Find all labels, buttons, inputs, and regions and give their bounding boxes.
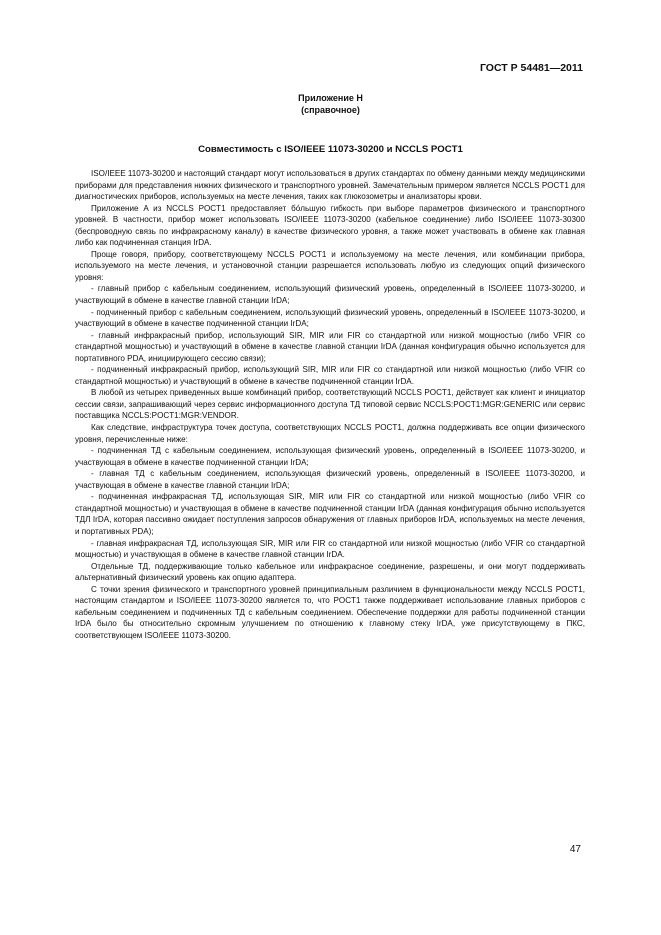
annex-heading — [0, 92, 661, 116]
list-item: - подчиненный прибор с кабельным соединением, использующий физический уровень, определенный в ISO/IEEE 11073-30200, и участвующий в обмене в качестве подчиненной станции IrDA; — [75, 307, 585, 329]
annex-title: Приложение Н — [298, 93, 363, 103]
list-item: - подчиненный инфракрасный прибор, использующий SIR, MIR или FIR со стандартной или низкой мощностью (либо VFIR со стандартной мощностью) и участвующий в обмене в качестве подчиненной станции IrDA. — [75, 365, 585, 386]
paragraph: Проще говоря, прибору, соответствующему NCCLS POCT1 и используемому на месте лечения, или комбинации прибора, используемого на месте лечения, и установочной станции разрешается использовать любую из следующих опций физического уровня: — [75, 249, 585, 282]
page-number: 47 — [569, 844, 581, 855]
paragraph: Как следствие, инфраструктура точек доступа, соответствующих NCCLS POCT1, должна поддерживать все опции физического уровня, перечисленные ниже: — [75, 423, 585, 444]
paragraph: В любой из четырех приведенных выше комбинаций прибор, соответствующий NCCLS POCT1, действует как клиент и инициатор сессии связи, запрашивающий через сервис информационного доступа ТД типовой сервис NCCLS:POCT1:MGR:GENERIC или сервис поставщика NCCLS:POCT1:MGR:VENDOR. — [75, 388, 585, 421]
list-item: - главная инфракрасная ТД, использующая SIR, MIR или FIR со стандартной или низкой мощностью (либо VFIR со стандартной мощностью) и участвующая в обмене в качестве главной станции IrDA. — [75, 538, 585, 560]
section-title: Совместимость с ISO/IEEE 11073-30200 и NCCLS POCT1 — [198, 144, 463, 155]
paragraph: ISO/IEEE 11073-30200 и настоящий стандарт могут использоваться в других стандартах по обмену данными между медицинскими приборами для представления нижних физического и транспортного уровней. Замечательным примером является NCCLS POCT1 для диагностических приборов, используемых на месте лечения, таких как глюкозометры и анализаторы крови. — [75, 169, 585, 202]
paragraph: Отдельные ТД, поддерживающие только кабельное или инфракрасное соединение, разрешены, и они могут поддерживать альтернативный физический уровень как опцию адаптера. — [75, 561, 585, 583]
standard-designation: ГОСТ Р 54481—2011 — [479, 62, 583, 74]
list-item: - главный прибор с кабельным соединением, использующий физический уровень, определенный в ISO/IEEE 11073-30200, и участвующий в обмене в качестве главной станции IrDA; — [75, 284, 585, 306]
list-item: - главный инфракрасный прибор, использующий SIR, MIR или FIR со стандартной или низкой мощностью (либо VFIR со стандартной мощностью) и участвующий в обмене в качестве главной станции IrDA (данная конфигурация обычно используется для портативного PDA, инициирующего сессию связи); — [75, 330, 585, 363]
paragraph: Приложение A из NCCLS POCT1 предоставляет бо́льшую гибкость при выборе параметров физического и транспортного уровней. В частности, прибор может использовать ISO/IEEE 11073-30200 (кабельное соединение) либо ISO/IEEE 11073-30300 (беспроводную связь по инфракрасному каналу) в качестве физического уровня, а также может участвовать в обмене как главная либо как подчиненная станция IrDA. — [75, 203, 585, 248]
list-item: - подчиненная ТД с кабельным соединением, использующая физический уровень, определенный в ISO/IEEE 11073-30200, и участвующая в обмене в качестве подчиненной станции IrDA; — [75, 446, 585, 467]
annex-subtitle: (справочное) — [301, 105, 360, 115]
paragraph: С точки зрения физического и транспортного уровней принципиальным различием в функциональности между NCCLS POCT1, настоящим стандартом и ISO/IEEE 11073-30200 является то, что POCT1 также поддерживает использование главных приборов с кабельным соединением и подчиненных ТД с кабельным соединением. Обеспечение поддержки для работы подчиненной станции IrDA было бы относительно скромным улучшением по отношению к главному стеку IrDA, уже присутствующему в ПКС, соответствующем ISO/IEEE 11073-30200. — [75, 584, 585, 640]
body-text — [75, 168, 585, 641]
list-item: - главная ТД с кабельным соединением, использующая физический уровень, определенный в ISO/IEEE 11073-30200, и участвующая в обмене в качестве главной станции IrDA; — [75, 469, 585, 490]
list-item: - подчиненная инфракрасная ТД, использующая SIR, MIR или FIR со стандартной или низкой мощностью (либо VFIR со стандартной мощностью) и участвующая в обмене в качестве подчиненной станции IrDA (данная конфигурация обычно используется ТДЛ IrDA, которая пассивно ожидает поступления запросов обнаружения от главных приборов IrDA, используемых на месте лечения, и портативных PDA); — [75, 492, 585, 536]
